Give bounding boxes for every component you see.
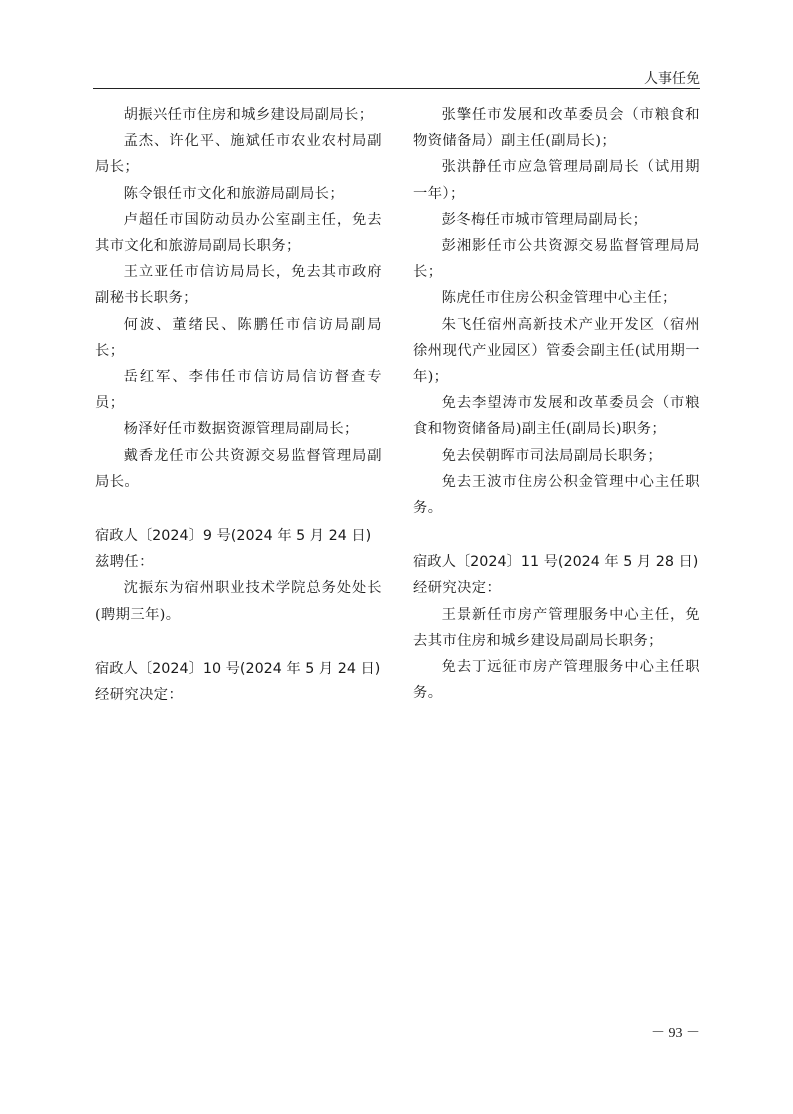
decision-title: 宿政人〔2024〕10 号(2024 年 5 月 24 日) [95, 660, 381, 677]
appointment-paragraph: 张洪静任市应急管理局副局长（试用期一年）； [413, 159, 700, 202]
appointment-paragraph: 陈令银任市文化和旅游局副局长； [123, 185, 345, 202]
appointment-paragraph: 何波、董绪民、陈鹏任市信访局副局长； [95, 316, 382, 359]
appointment-paragraph: 免去李望涛市发展和改革委员会（市粮食和物资储备局)副主任(副局长)职务； [413, 395, 700, 438]
appointment-paragraph: 卢超任市国防动员办公室副主任，免去其市文化和旅游局副局长职务； [95, 211, 382, 255]
decision-intro: 兹聘任： [95, 554, 154, 571]
appointment-paragraph: 免去侯朝晖市司法局副局长职务； [441, 447, 663, 464]
appointment-paragraph: 朱飞任宿州高新技术产业开发区（宿州徐州现代产业园区）管委会副主任(试用期一年)； [413, 316, 700, 386]
appointment-paragraph: 免去王波市住房公积金管理中心主任职务。 [413, 473, 700, 517]
page-number: － 93 － [651, 1026, 700, 1041]
appointment-paragraph: 王景新任市房产管理服务中心主任，免去其市住房和城乡建设局副局长职务； [413, 606, 700, 649]
appointment-paragraph: 彭湘影任市公共资源交易监督管理局局长； [413, 238, 700, 281]
decision-intro: 经研究决定： [95, 687, 184, 704]
appointment-paragraph: 戴香龙任市公共资源交易监督管理局副局长。 [95, 447, 382, 490]
appointment-paragraph: 胡振兴任市住房和城乡建设局副局长； [123, 107, 374, 123]
decision-title: 宿政人〔2024〕9 号(2024 年 5 月 24 日) [95, 528, 372, 545]
appointment-paragraph: 杨泽好任市数据资源管理局副局长； [123, 421, 359, 438]
appointment-paragraph: 陈虎任市住房公积金管理中心主任； [441, 290, 677, 307]
header-rule [93, 88, 700, 89]
appointment-paragraph: 王立亚任市信访局局长，免去其市政府副秘书长职务； [95, 264, 382, 307]
left-column [95, 102, 382, 708]
section-label: 人事任免 [644, 71, 700, 87]
decision-title: 宿政人〔2024〕11 号(2024 年 5 月 28 日) [413, 554, 699, 571]
appointment-paragraph: 岳红军、李伟任市信访局信访督查专员； [95, 369, 382, 412]
appointment-paragraph: 沈振东为宿州职业技术学院总务处处长(聘期三年)。 [95, 580, 382, 623]
appointment-paragraph: 张擎任市发展和改革委员会（市粮食和物资储备局）副主任(副局长)； [413, 107, 700, 150]
right-column [413, 102, 700, 706]
appointment-paragraph: 免去丁远征市房产管理服务中心主任职务。 [413, 659, 700, 702]
decision-intro: 经研究决定： [413, 580, 502, 597]
appointment-paragraph: 彭冬梅任市城市管理局副局长； [441, 211, 648, 228]
appointment-paragraph: 孟杰、许化平、施斌任市农业农村局副局长； [95, 133, 382, 176]
